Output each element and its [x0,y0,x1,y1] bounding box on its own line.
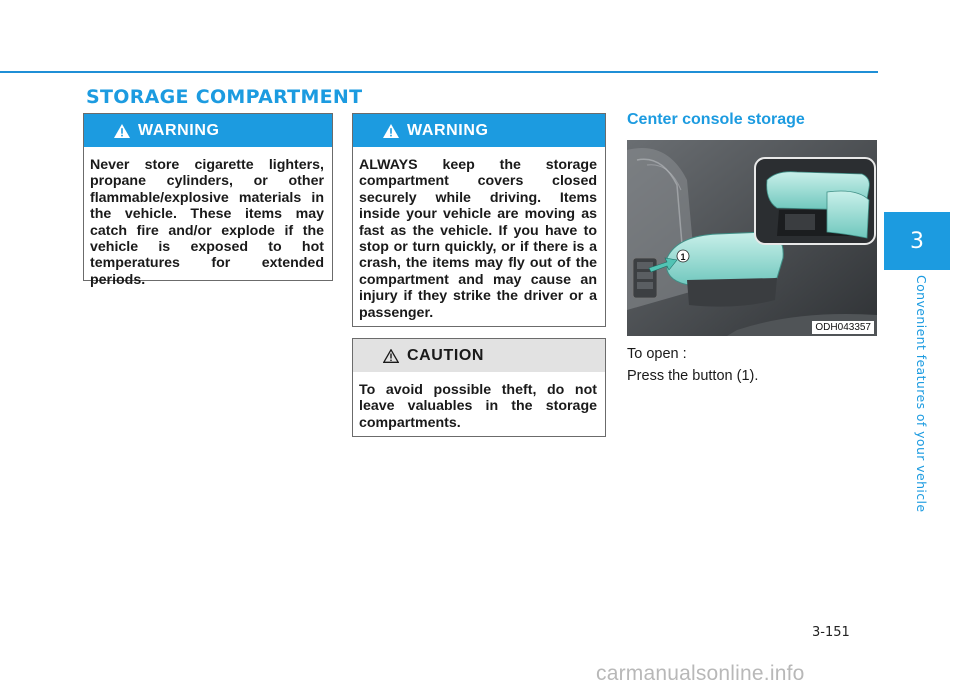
page-number: 3-151 [812,625,850,640]
console-figure-art [627,140,877,336]
section-title: STORAGE COMPARTMENT [86,86,363,108]
caution-heading: CAUTION [407,346,485,364]
warning-box-covers [352,113,606,327]
watermark-link[interactable]: carmanualsonline.info [596,662,805,685]
warning-heading: WARNING [138,121,220,139]
center-console-illustration [627,140,877,336]
warning-header [84,114,332,147]
warning-text: Never store cigarette lighters, propane cylinders, or other flammable/explosive materials in the vehicle. These items may catch fire and/or explode if the vehicle is exposed to hot temperatures for extended periods. [90,157,324,288]
callout-number: 1 [680,252,686,262]
warning-triangle-icon [383,124,399,138]
caution-box-theft [352,338,606,437]
top-rule [0,71,878,73]
warning-triangle-icon [114,124,130,138]
caution-triangle-icon [383,349,399,363]
chapter-number: 3 [910,228,924,254]
figure-code: ODH043357 [812,321,874,334]
open-instruction: Press the button (1). [627,368,759,384]
center-console-heading: Center console storage [627,111,805,128]
warning-text: ALWAYS keep the storage compartment covers closed securely while driving. Items inside your vehicle are moving as fast as the vehicle. If you have to stop or turn quickly, or if there is a crash, the items may fly out of the compartment and may cause an injury if they strike the driver or a passenger. [359,157,597,321]
caution-header [353,339,605,372]
to-open-label: To open : [627,346,687,362]
caution-text: To avoid possible theft, do not leave valuables in the storage compartments. [359,382,597,431]
chapter-title: Convenient features of your vehicle [914,275,929,513]
chapter-tab [884,212,950,270]
warning-heading: WARNING [407,121,489,139]
warning-header [353,114,605,147]
warning-box-flammables [83,113,333,288]
